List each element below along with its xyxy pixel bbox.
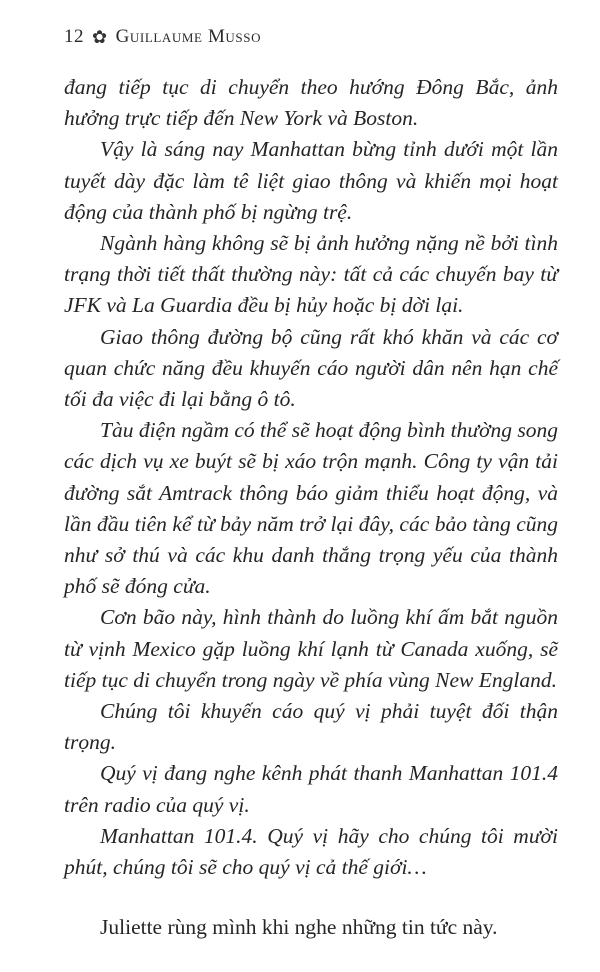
paragraph: Giao thông đường bộ cũng rất khó khăn và các cơ quan chức năng đều khuyến cáo người dân nên hạn chế tối đa việc đi lại bằng ô tô. [64, 324, 558, 412]
paragraph: Ngành hàng không sẽ bị ảnh hưởng nặng nề bởi tình trạng thời tiết thất thường này: tất cả các chuyến bay từ JFK và La Guardia đều bị hủy hoặc bị dời lại. [64, 231, 558, 318]
paragraph: Chúng tôi khuyến cáo quý vị phải tuyệt đối thận trọng. [64, 699, 558, 755]
page-number: 12 [64, 26, 84, 47]
paragraph: Manhattan 101.4. Quý vị hãy cho chúng tôi mười phút, chúng tôi sẽ cho quý vị cả thế giới… [64, 823, 558, 880]
paragraph: Vậy là sáng nay Manhattan bừng tỉnh dưới một lần tuyết dày đặc làm tê liệt giao thông và khiến mọi hoạt động của thành phố bị ngừng trệ. [64, 137, 558, 224]
paragraph: Quý vị đang nghe kênh phát thanh Manhattan 101.4 trên radio của quý vị. [64, 761, 558, 817]
running-head [64, 26, 261, 48]
author-name: Guillaume Musso [115, 26, 262, 47]
radio-broadcast-text [64, 72, 558, 883]
paragraph: Cơn bão này, hình thành do luồng khí ấm bắt nguồn từ vịnh Mexico gặp luồng khí lạnh từ Canada xuống, sẽ tiếp tục di chuyển trong ngày về phía vùng New England. [64, 605, 558, 692]
paragraph: Tàu điện ngầm có thể sẽ hoạt động bình thường song các dịch vụ xe buýt sẽ bị xáo trộn mạnh. Công ty vận tải đường sắt Amtrack thông báo giảm thiểu hoạt động, và lần đầu tiên kể từ bảy năm trở lại đây, các bảo tàng cũng như sở thú và các khu danh thắng trọng yếu của thành phố sẽ đóng cửa. [64, 418, 558, 599]
paragraph: đang tiếp tục di chuyển theo hướng Đông Bắc, ảnh hưởng trực tiếp đến New York và Boston. [64, 75, 558, 131]
flower-ornament-icon: ✿ [92, 26, 108, 47]
closing-paragraph: Juliette rùng mình khi nghe những tin tức này. [100, 915, 498, 939]
